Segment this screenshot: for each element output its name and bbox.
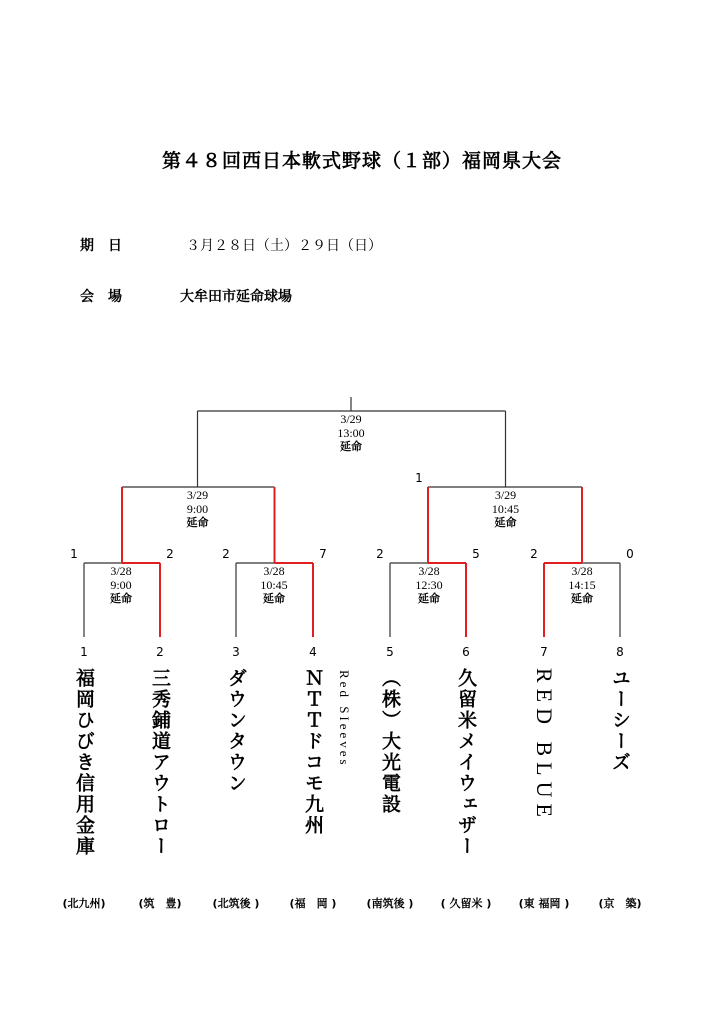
match-venue: 延命 (418, 592, 440, 605)
score-right: 7 (319, 547, 327, 561)
team-name: 福岡ひびき信用金庫 (73, 668, 95, 857)
match-info (389, 564, 469, 606)
team-name: RED BLUE (532, 668, 557, 823)
match-venue: 延命 (186, 516, 209, 529)
match-venue: 延命 (110, 592, 132, 605)
match-date: 3/28 (418, 564, 440, 578)
team-name: ユーシーズ (609, 668, 631, 773)
team-region: (筑 豊) (138, 897, 182, 910)
team-region: (北九州) (62, 897, 106, 910)
score-left: 2 (530, 547, 538, 561)
team-number: 5 (386, 645, 394, 659)
team-number: 2 (156, 645, 164, 659)
venue-value: 大牟田市延命球場 (180, 289, 292, 305)
venue-label: 会 場 (80, 289, 122, 305)
score-left: 1 (415, 471, 423, 485)
team-region: (南筑後 ) (366, 897, 414, 910)
page-title: 第４８回西日本軟式野球（１部）福岡県大会 (161, 150, 562, 172)
match-date: 3/29 (186, 488, 209, 502)
match-date: 3/29 (340, 412, 362, 426)
score-left: 1 (70, 547, 78, 561)
score-left: 2 (222, 547, 230, 561)
match-time: 12:30 (415, 578, 443, 592)
score-right: 5 (472, 547, 480, 561)
date-label: 期 日 (80, 238, 122, 254)
team-number: 6 (462, 645, 470, 659)
match-time: 13:00 (337, 426, 365, 440)
match-info (81, 564, 161, 606)
team-name: （株）大光電設 (379, 668, 401, 815)
match-venue: 延命 (571, 592, 593, 605)
match-time: 9:00 (110, 578, 132, 592)
match-info (311, 412, 391, 454)
match-info (466, 488, 546, 530)
team-number: 8 (616, 645, 624, 659)
match-date: 3/28 (110, 564, 132, 578)
team-subname: Red SIeeves (337, 670, 352, 768)
match-time: 9:00 (186, 502, 209, 516)
match-date: 3/29 (494, 488, 517, 502)
match-venue: 延命 (263, 592, 285, 605)
match-time: 10:45 (491, 502, 520, 516)
team-name: 三秀鋪道アウトロー (149, 668, 171, 857)
team-number: 7 (540, 645, 548, 659)
team-region: (北筑後 ) (212, 897, 260, 910)
match-time: 14:15 (568, 578, 596, 592)
score-right: 0 (626, 547, 634, 561)
team-region: (東 福岡 ) (518, 897, 570, 910)
team-number: 3 (232, 645, 240, 659)
team-number: 1 (80, 645, 88, 659)
team-region: (京 築) (598, 897, 642, 910)
match-venue: 延命 (340, 440, 362, 453)
match-date: 3/28 (263, 564, 285, 578)
match-date: 3/28 (571, 564, 593, 578)
match-venue: 延命 (494, 516, 517, 529)
score-left: 2 (376, 547, 384, 561)
match-info (234, 564, 314, 606)
date-value: ３月２８日（土）２９日（日） (186, 238, 382, 254)
match-time: 10:45 (260, 578, 288, 592)
team-region: (福 岡 ) (289, 897, 337, 910)
team-name: ダウンタウン (225, 668, 247, 794)
score-right: 2 (166, 547, 174, 561)
team-name: ＮＴＴドコモ九州 (302, 668, 324, 836)
match-info (542, 564, 622, 606)
team-name: 久留米メイウェザー (455, 668, 477, 857)
match-info (158, 488, 238, 530)
team-region: ( 久留米 ) (440, 897, 492, 910)
team-number: 4 (309, 645, 317, 659)
